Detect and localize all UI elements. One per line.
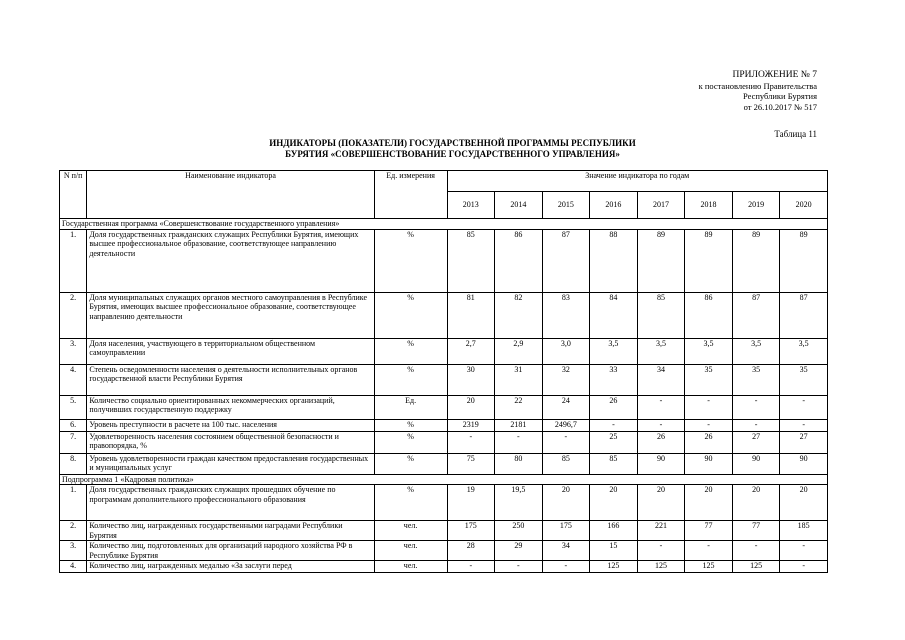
value-cell: - <box>637 395 685 419</box>
value-cell: 185 <box>780 521 828 541</box>
value-cell: 26 <box>590 395 638 419</box>
appendix-heading: ПРИЛОЖЕНИЕ № 7 <box>732 70 817 80</box>
value-cell: - <box>732 395 780 419</box>
row-number: 2. <box>60 292 87 338</box>
value-cell: 77 <box>685 521 733 541</box>
value-cell: 26 <box>685 431 733 453</box>
value-cell: 125 <box>732 561 780 573</box>
header-values-by-year: Значение индикатора по годам <box>447 171 827 192</box>
table-row <box>60 419 828 431</box>
document-title <box>0 138 905 159</box>
value-cell: 20 <box>590 485 638 521</box>
value-cell: 2,9 <box>495 338 543 364</box>
value-cell: - <box>780 419 828 431</box>
value-cell: 84 <box>590 292 638 338</box>
value-cell: - <box>685 419 733 431</box>
value-cell: 250 <box>495 521 543 541</box>
table-row <box>60 521 828 541</box>
indicator-name: Количество лиц, подготовленных для организаций народного хозяйства РФ в Республике Бурятия <box>87 541 374 561</box>
indicator-name: Количество социально ориентированных некоммерческих организаций, получивших государственную поддержку <box>87 395 374 419</box>
row-number: 1. <box>60 229 87 292</box>
unit-cell: % <box>374 431 447 453</box>
value-cell: 20 <box>637 485 685 521</box>
row-number: 2. <box>60 521 87 541</box>
indicator-name: Количество лиц, награжденных медалью «За заслуги перед <box>87 561 374 573</box>
unit-cell: чел. <box>374 561 447 573</box>
header-year: 2013 <box>447 192 495 219</box>
value-cell: - <box>685 395 733 419</box>
value-cell: 20 <box>542 485 590 521</box>
value-cell: 2,7 <box>447 338 495 364</box>
value-cell: 90 <box>780 453 828 474</box>
row-number: 3. <box>60 338 87 364</box>
value-cell: 27 <box>780 431 828 453</box>
value-cell: 2496,7 <box>542 419 590 431</box>
value-cell: 125 <box>590 561 638 573</box>
value-cell: 89 <box>637 229 685 292</box>
value-cell: 3,5 <box>780 338 828 364</box>
value-cell: 32 <box>542 364 590 395</box>
value-cell: 24 <box>542 395 590 419</box>
value-cell: 85 <box>542 453 590 474</box>
value-cell: 19,5 <box>495 485 543 521</box>
value-cell: 89 <box>685 229 733 292</box>
value-cell: 90 <box>685 453 733 474</box>
value-cell: 90 <box>637 453 685 474</box>
value-cell: 85 <box>447 229 495 292</box>
appendix-line: к постановлению Правительства <box>698 80 817 91</box>
unit-cell: % <box>374 453 447 474</box>
table-body <box>60 219 828 573</box>
value-cell: 87 <box>732 292 780 338</box>
value-cell: 3,5 <box>637 338 685 364</box>
value-cell: 28 <box>447 541 495 561</box>
header-indicator-name: Наименование индикатора <box>87 171 374 219</box>
title-line: ИНДИКАТОРЫ (ПОКАЗАТЕЛИ) ГОСУДАРСТВЕННОЙ ПРОГРАММЫ РЕСПУБЛИКИ <box>269 138 636 148</box>
appendix-line: Республики Бурятия <box>742 91 817 101</box>
value-cell: 221 <box>637 521 685 541</box>
row-number: 4. <box>60 561 87 573</box>
value-cell: 2319 <box>447 419 495 431</box>
header-year: 2017 <box>637 192 685 219</box>
table-row <box>60 453 828 474</box>
row-number: 5. <box>60 395 87 419</box>
value-cell: 3,0 <box>542 338 590 364</box>
table-row <box>60 561 828 573</box>
value-cell: 27 <box>732 431 780 453</box>
value-cell: 87 <box>542 229 590 292</box>
value-cell: 15 <box>590 541 638 561</box>
unit-cell: % <box>374 364 447 395</box>
header-year: 2019 <box>732 192 780 219</box>
section-title: Подпрограмма 1 «Кадровая политика» <box>60 474 828 485</box>
unit-cell: % <box>374 229 447 292</box>
appendix-line: от 26.10.2017 № 517 <box>743 101 817 112</box>
value-cell: 3,5 <box>685 338 733 364</box>
value-cell: 89 <box>780 229 828 292</box>
value-cell: - <box>780 395 828 419</box>
unit-cell: чел. <box>374 521 447 541</box>
unit-cell: чел. <box>374 541 447 561</box>
value-cell: 20 <box>780 485 828 521</box>
value-cell: 125 <box>685 561 733 573</box>
value-cell: - <box>780 541 828 561</box>
value-cell: 2181 <box>495 419 543 431</box>
header-year: 2020 <box>780 192 828 219</box>
value-cell: - <box>637 541 685 561</box>
row-number: 7. <box>60 431 87 453</box>
unit-cell: % <box>374 419 447 431</box>
indicator-name: Количество лиц, награжденных государственными наградами Республики Бурятия <box>87 521 374 541</box>
indicator-name: Доля государственных гражданских служащих прошедших обучение по программам дополнительного профессионального образования <box>87 485 374 521</box>
value-cell: - <box>542 431 590 453</box>
header-number: N п/п <box>60 171 87 219</box>
value-cell: - <box>590 419 638 431</box>
value-cell: 86 <box>685 292 733 338</box>
indicator-name: Доля населения, участвующего в территориальном общественном самоуправлении <box>87 338 374 364</box>
value-cell: - <box>495 431 543 453</box>
value-cell: 87 <box>780 292 828 338</box>
value-cell: - <box>732 541 780 561</box>
header-year: 2014 <box>495 192 543 219</box>
unit-cell: % <box>374 292 447 338</box>
header-year: 2018 <box>685 192 733 219</box>
header-year: 2015 <box>542 192 590 219</box>
table-number: Таблица 11 <box>774 129 817 139</box>
unit-cell: % <box>374 485 447 521</box>
value-cell: 35 <box>780 364 828 395</box>
value-cell: - <box>495 561 543 573</box>
table-row <box>60 338 828 364</box>
table-row <box>60 292 828 338</box>
value-cell: - <box>637 419 685 431</box>
value-cell: 81 <box>447 292 495 338</box>
indicator-name: Доля муниципальных служащих органов местного самоуправления в Республике Бурятия, имеющих высшее профессиональное образование, соответствующее направлению деятельности <box>87 292 374 338</box>
value-cell: 88 <box>590 229 638 292</box>
value-cell: 83 <box>542 292 590 338</box>
value-cell: 3,5 <box>590 338 638 364</box>
value-cell: 75 <box>447 453 495 474</box>
value-cell: 31 <box>495 364 543 395</box>
value-cell: 30 <box>447 364 495 395</box>
value-cell: 35 <box>732 364 780 395</box>
table-row <box>60 395 828 419</box>
value-cell: 19 <box>447 485 495 521</box>
indicators-table <box>59 170 828 573</box>
indicator-name: Удовлетворенность населения состоянием общественной безопасности и правопорядка, % <box>87 431 374 453</box>
row-number: 6. <box>60 419 87 431</box>
value-cell: 175 <box>447 521 495 541</box>
value-cell: - <box>542 561 590 573</box>
value-cell: 85 <box>637 292 685 338</box>
row-number: 8. <box>60 453 87 474</box>
value-cell: 125 <box>637 561 685 573</box>
table-row <box>60 229 828 292</box>
value-cell: 22 <box>495 395 543 419</box>
value-cell: 35 <box>685 364 733 395</box>
section-title: Государственная программа «Совершенствование государственного управления» <box>60 219 828 230</box>
value-cell: 34 <box>542 541 590 561</box>
table-row <box>60 431 828 453</box>
indicator-name: Степень осведомленности населения о деятельности исполнительных органов государственной власти Республики Бурятия <box>87 364 374 395</box>
table-row <box>60 541 828 561</box>
value-cell: 25 <box>590 431 638 453</box>
header-year: 2016 <box>590 192 638 219</box>
value-cell: 29 <box>495 541 543 561</box>
value-cell: 80 <box>495 453 543 474</box>
value-cell: 20 <box>732 485 780 521</box>
indicator-name: Уровень преступности в расчете на 100 тыс. населения <box>87 419 374 431</box>
value-cell: - <box>447 561 495 573</box>
title-line: БУРЯТИЯ «СОВЕРШЕНСТВОВАНИЕ ГОСУДАРСТВЕННОГО УПРАВЛЕНИЯ» <box>285 148 620 159</box>
value-cell: 3,5 <box>732 338 780 364</box>
value-cell: - <box>685 541 733 561</box>
unit-cell: % <box>374 338 447 364</box>
value-cell: 26 <box>637 431 685 453</box>
row-number: 4. <box>60 364 87 395</box>
row-number: 3. <box>60 541 87 561</box>
value-cell: 20 <box>447 395 495 419</box>
indicator-name: Доля государственных гражданских служащих Республики Бурятия, имеющих высшее профессиональное образование, соответствующее направлению деятельности <box>87 229 374 292</box>
value-cell: 85 <box>590 453 638 474</box>
value-cell: 166 <box>590 521 638 541</box>
value-cell: - <box>447 431 495 453</box>
value-cell: 77 <box>732 521 780 541</box>
value-cell: 175 <box>542 521 590 541</box>
table-row <box>60 364 828 395</box>
appendix-block <box>699 70 817 112</box>
value-cell: 89 <box>732 229 780 292</box>
table-row <box>60 485 828 521</box>
value-cell: 86 <box>495 229 543 292</box>
value-cell: 82 <box>495 292 543 338</box>
unit-cell: Ед. <box>374 395 447 419</box>
value-cell: - <box>780 561 828 573</box>
value-cell: 90 <box>732 453 780 474</box>
value-cell: 33 <box>590 364 638 395</box>
section-row <box>60 219 828 230</box>
indicator-name: Уровень удовлетворенности граждан качеством предоставления государственных и муниципальных услуг <box>87 453 374 474</box>
row-number: 1. <box>60 485 87 521</box>
header-unit: Ед. измерения <box>374 171 447 219</box>
value-cell: 34 <box>637 364 685 395</box>
value-cell: 20 <box>685 485 733 521</box>
section-row <box>60 474 828 485</box>
value-cell: - <box>732 419 780 431</box>
